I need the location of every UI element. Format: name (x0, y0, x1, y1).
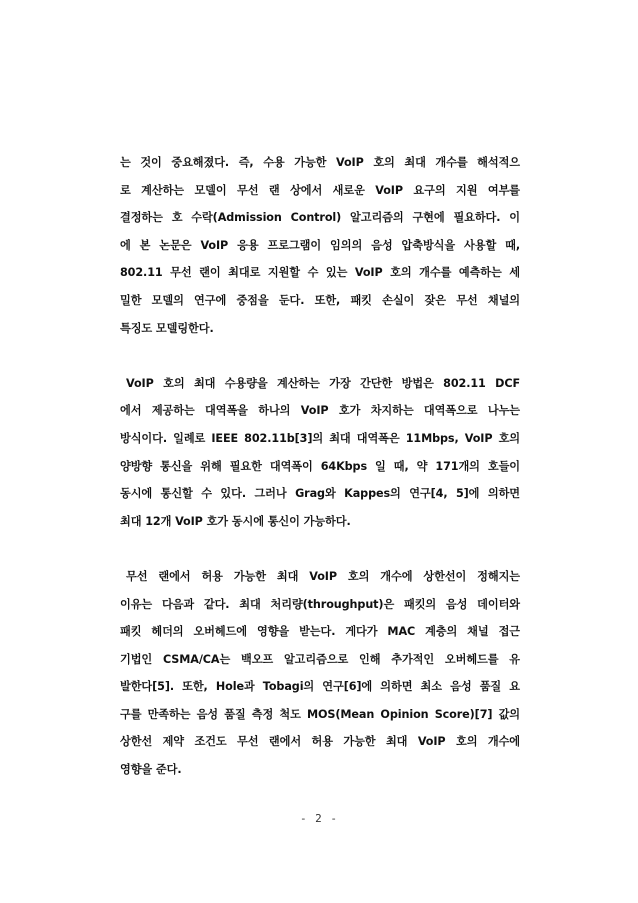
text-line: 에 본 논문은 VoIP 응용 프로그램이 임의의 음성 압축방식을 사용할 때, (120, 238, 520, 252)
text-line: 는 것이 중요해졌다. 즉, 수용 가능한 VoIP 호의 최대 개수를 해석적으 (120, 156, 520, 169)
paragraph-1 (120, 149, 520, 342)
text-line: 로 계산하는 모델이 무선 랜 상에서 새로운 VoIP 요구의 지원 여부를 (120, 183, 520, 197)
text-line: 802.11 무선 랜이 최대로 지원할 수 있는 VoIP 호의 개수를 예측하는 세 (120, 266, 520, 280)
text-line: VoIP 호의 최대 수용량을 계산하는 가장 간단한 방법은 802.11 DCF (126, 376, 520, 390)
paragraph-gap (120, 535, 520, 563)
text-line: 패킷 헤더의 오버헤드에 영향을 받는다. 게다가 MAC 계층의 채널 접근 (120, 625, 520, 639)
text-line: 에서 제공하는 대역폭을 하나의 VoIP 호가 차지하는 대역폭으로 나누는 (120, 404, 520, 418)
text-line: 영향을 준다. (120, 763, 182, 777)
text-line: 발한다[5]. 또한, Hole과 Tobagi의 연구[6]에 의하면 최소 음성 품질 요 (120, 680, 520, 694)
page-number: - 2 - (299, 812, 339, 825)
text-line: 방식이다. 일례로 IEEE 802.11b[3]의 최대 대역폭은 11Mbps, VoIP 호의 (120, 431, 520, 445)
text-line: 특징도 모델링한다. (120, 321, 214, 335)
paragraph-gap (120, 342, 520, 370)
text-line: 기법인 CSMA/CA는 백오프 알고리즘으로 인해 추가적인 오버헤드를 유 (120, 652, 520, 666)
text-line: 구를 만족하는 음성 품질 측정 척도 MOS(Mean Opinion Score)[7] 값의 (120, 707, 520, 721)
text-line: 무선 랜에서 허용 가능한 최대 VoIP 호의 개수에 상한선이 정해지는 (126, 569, 520, 583)
paragraph-2 (120, 370, 520, 536)
text-line: 결정하는 호 수락(Admission Control) 알고리즘의 구현에 필요하다. 이 (120, 211, 520, 225)
text-line: 상한선 제약 조건도 무선 랜에서 허용 가능한 최대 VoIP 호의 개수에 (120, 735, 520, 749)
text-line: 밀한 모델의 연구에 중점을 둔다. 또한, 패킷 손실이 잦은 무선 채널의 (120, 293, 520, 307)
body-text (120, 149, 520, 784)
text-line: 최대 12개 VoIP 호가 동시에 통신이 가능하다. (120, 514, 351, 528)
text-line: 이유는 다음과 같다. 최대 처리량(throughput)은 패킷의 음성 데이터와 (120, 597, 520, 611)
paragraph-3 (120, 563, 520, 784)
text-line: 양방향 통신을 위해 필요한 대역폭이 64Kbps 일 때, 약 171개의 호들이 (120, 459, 520, 473)
text-line: 동시에 통신할 수 있다. 그러나 Grag와 Kappes의 연구[4, 5]에 의하면 (120, 487, 520, 501)
